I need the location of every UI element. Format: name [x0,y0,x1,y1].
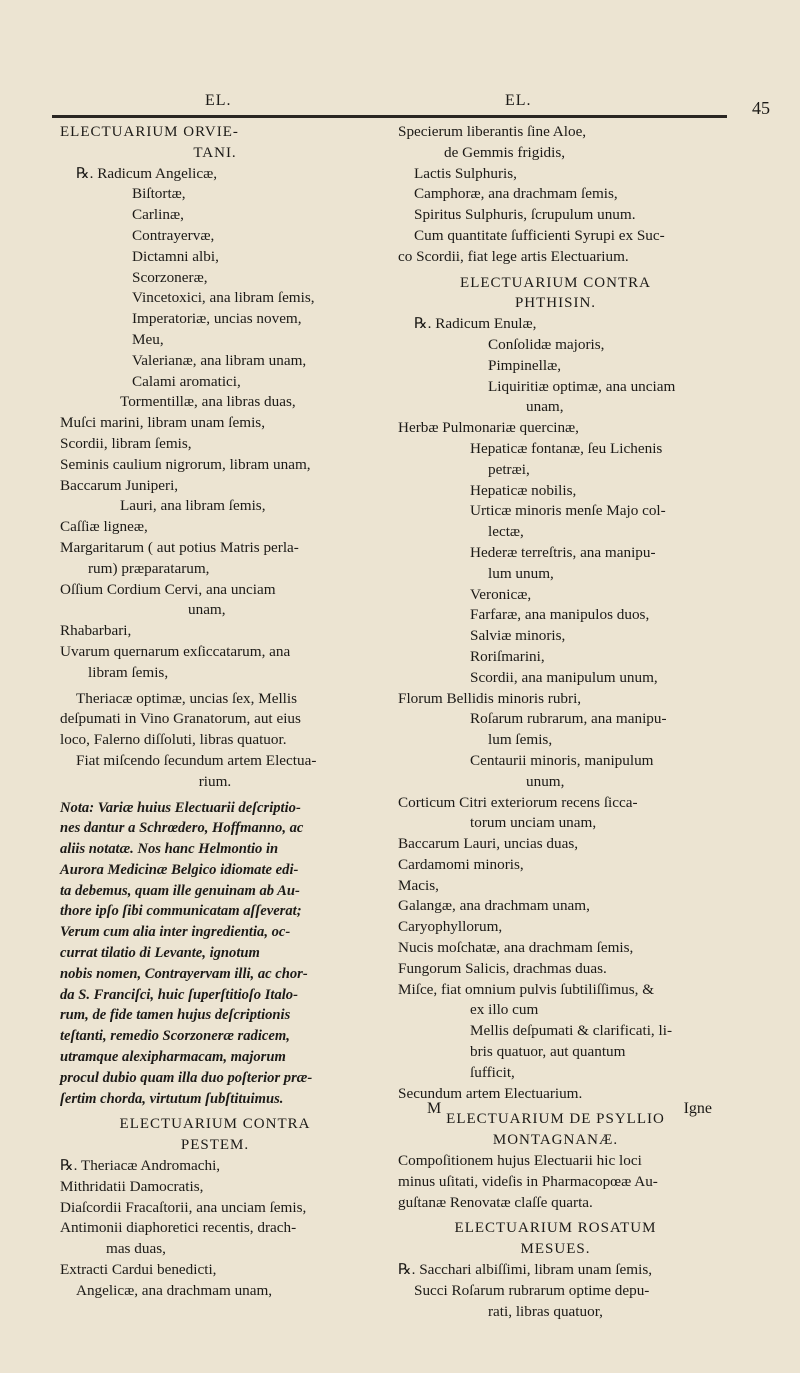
right-column [398,122,713,1322]
text-line: deſpumati in Vino Granatorum, aut eius [60,710,301,728]
text-line: Valerianæ, ana libram unam, [132,351,307,369]
text-line: Calami aromatici, [132,372,241,390]
text-line: petræi, [488,460,530,478]
text-line: Imperatoriæ, uncias novem, [132,310,302,328]
text-line: Compoſitionem hujus Electuarii hic loci [398,1152,642,1170]
text-line: Centaurii minoris, manipulum [470,751,654,769]
text-line: Rhabarbari, [60,622,132,640]
text-line: procul dubio quam illa duo poſterior præ- [60,1069,313,1086]
text-line: Liquiritiæ optimæ, ana unciam [488,377,676,395]
text-line: Antimonii diaphoretici recentis, drach- [60,1219,297,1237]
text-line: TANI. [193,144,237,161]
text-line: Miſce, fiat omnium pulvis ſubtiliſſimus, & [398,980,655,998]
text-line: de Gemmis frigidis, [444,143,566,161]
text-line: Extracti Cardui benedicti, [60,1261,217,1279]
running-head-left: EL. [205,92,232,109]
text-line: Seminis caulium nigrorum, libram unam, [60,455,311,473]
text-line: ELECTUARIUM CONTRA [119,1116,311,1133]
text-line: Nucis moſchatæ, ana drachmam ſemis, [398,939,634,957]
text-line: ſufficit, [470,1063,515,1081]
catchword: Igne [683,1100,712,1117]
text-line: nobis nomen, Contrayervam illi, ac chor- [60,965,308,982]
text-line: PHTHISIN. [514,295,597,312]
text-line: Corticum Citri exteriorum recens ſicca- [398,793,638,811]
text-line: Roſarum rubrarum, ana manipu- [470,710,667,728]
text-line: Lauri, ana libram ſemis, [120,497,266,515]
text-line: ta debemus, quam ille genuinam ab Au- [60,882,300,899]
text-line: Dictamni albi, [132,247,219,265]
page-number: 45 [752,98,770,118]
text-line: mas duas, [106,1240,166,1258]
text-line: unum, [526,772,565,790]
text-line: Lactis Sulphuris, [414,164,517,182]
text-line: ex illo cum [470,1001,539,1019]
text-line: Roriſmarini, [470,647,545,665]
text-line: Baccarum Lauri, uncias duas, [398,835,579,853]
text-line: ſertim chorda, virtutum ſubſtituimus. [60,1090,284,1107]
text-line: MESUES. [520,1241,591,1258]
text-line: Diaſcordii Fracaſtorii, ana unciam ſemis, [60,1198,307,1216]
text-line: Mellis deſpumati & clarificati, li- [470,1022,673,1040]
text-line: Camphoræ, ana drachmam ſemis, [414,185,618,203]
text-line: rum) præparatarum, [88,559,210,577]
text-line: Uvarum quernarum exſiccatarum, ana [60,642,291,660]
text-line: Biſtortæ, [132,185,186,203]
text-line: currat tilatio di Levante, ignotum [60,945,260,962]
text-line: Verum cum alia inter ingredientia, oc- [60,924,291,941]
text-line: Aurora Medicinæ Belgico idiomate edi- [60,861,299,878]
text-line: Scordii, ana manipulum unum, [470,668,658,686]
text-line: Vincetoxici, ana libram ſemis, [132,289,315,307]
text-line: Scorzoneræ, [132,268,208,286]
running-head-right: EL. [505,92,532,109]
text-line: Cum quantitate ſufficienti Syrupi ex Suc- [414,226,665,244]
text-line: Macis, [398,876,439,894]
text-line: Veronicæ, [470,585,532,603]
text-line: Urticæ minoris menſe Majo col- [470,502,666,520]
header-rule [52,115,727,118]
text-line: Pimpinellæ, [488,356,561,374]
text-line: Oſſium Cordium Cervi, ana unciam [60,580,276,598]
text-line: da S. Franciſci, huic ſuperſtitioſo Italo- [60,986,298,1003]
text-line: Angelicæ, ana drachmam unam, [76,1281,273,1299]
text-line: Herbæ Pulmonariæ quercinæ, [398,419,579,437]
text-line: ℞. Radicum Enulæ, [414,315,537,333]
text-line: Fiat miſcendo ſecundum artem Electua- [76,751,317,769]
text-line: nes dantur a Schrœdero, Hoffmanno, ac [60,820,304,837]
text-line: Cardamomi minoris, [398,855,524,873]
text-line: Salviæ minoris, [470,627,566,645]
text-line: Galangæ, ana drachmam unam, [398,897,590,915]
text-line: rium. [198,772,232,790]
text-line: aliis notatæ. Nos hanc Helmontio in [60,841,279,858]
text-line: Conſolidæ majoris, [488,335,605,353]
text-line: Margaritarum ( aut potius Matris perla- [60,538,299,556]
text-line: ℞. Sacchari albiſſimi, libram unam ſemis, [398,1261,653,1279]
text-line: unam, [526,398,564,416]
text-line: Hederæ terreſtris, ana manipu- [470,543,656,561]
text-line: ℞. Theriacæ Andromachi, [60,1157,221,1175]
left-column [60,122,370,1302]
text-line: Succi Roſarum rubrarum optime depu- [414,1281,650,1299]
text-line: Nota: Variæ huius Electuarii deſcriptio- [60,799,301,816]
text-line: Muſci marini, libram unam ſemis, [60,414,265,432]
text-line: PESTEM. [180,1137,250,1154]
text-line: Caſſiæ ligneæ, [60,518,148,536]
text-line: rum, de fide tamen hujus deſcriptionis [60,1007,291,1024]
text-line: Secundum artem Electuarium. [398,1084,583,1102]
text-line: MONTAGNANÆ. [492,1132,619,1149]
text-line: ELECTUARIUM ORVIE- [60,124,239,140]
text-line: Meu, [132,330,164,348]
text-line: thore ipſo ſibi communicatam aſſeverat; [60,903,302,920]
text-line: ELECTUARIUM ROSATUM [454,1220,657,1237]
text-line: lum unum, [488,564,554,582]
text-line: libram ſemis, [88,663,169,681]
text-line: ELECTUARIUM CONTRA [460,274,651,291]
text-line: co Scordii, fiat lege artis Electuarium. [398,247,629,265]
signature-mark: M [427,1100,442,1117]
text-line: ELECTUARIUM DE PSYLLIO [446,1111,665,1128]
text-line: lum ſemis, [488,731,553,749]
text-line: guſtanæ Renovatæ claſſe quarta. [398,1193,593,1211]
text-line: Spiritus Sulphuris, ſcrupulum unum. [414,206,636,224]
text-line: Theriacæ optimæ, uncias ſex, Mellis [76,689,298,707]
text-line: Scordii, libram ſemis, [60,434,192,452]
text-line: rati, libras quatuor, [488,1302,603,1320]
text-line: Hepaticæ fontanæ, ſeu Lichenis [470,439,663,457]
text-line: Farfaræ, ana manipulos duos, [470,606,650,624]
text-line: torum unciam unam, [470,814,597,832]
text-line: teſtanti, remedio Scorzoneræ radicem, [60,1028,290,1045]
text-line: Hepaticæ nobilis, [470,481,577,499]
text-line: Carlinæ, [132,206,184,224]
text-line: Florum Bellidis minoris rubri, [398,689,582,707]
text-line: minus uſitati, videſis in Pharmacopœæ Au- [398,1172,658,1190]
text-line: lectæ, [488,523,524,541]
text-line: Specierum liberantis ſine Aloe, [398,123,587,140]
text-line: Fungorum Salicis, drachmas duas. [398,959,607,977]
text-line: unam, [188,601,226,619]
text-line: bris quatuor, aut quantum [470,1043,626,1061]
text-line: ℞. Radicum Angelicæ, [76,164,218,182]
text-line: Caryophyllorum, [398,918,503,936]
text-line: Tormentillæ, ana libras duas, [120,393,296,411]
text-line: utramque alexipharmacam, majorum [60,1049,286,1066]
text-line: Mithridatii Damocratis, [60,1177,204,1195]
text-line: Baccarum Juniperi, [60,476,179,494]
text-line: loco, Falerno diſſoluti, libras quatuor. [60,731,287,749]
text-line: Contrayervæ, [132,226,215,244]
